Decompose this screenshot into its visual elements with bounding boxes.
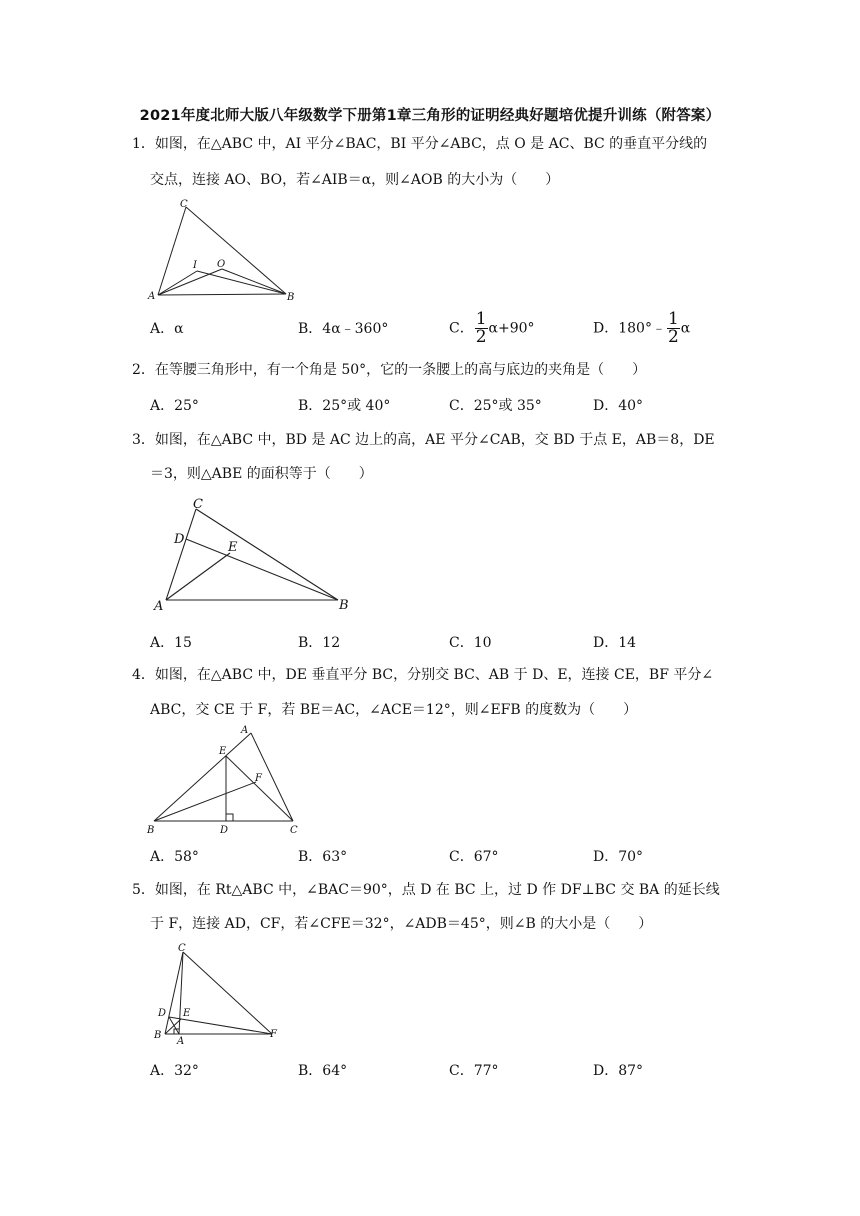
q1-figure (145, 195, 315, 307)
q3-stem-line1: 3．如图，在△ABC 中，BD 是 AC 边上的高，AE 平分∠CAB，交 BD 于点 E，AB＝8，DE (132, 432, 715, 448)
q5-option-b[interactable]: B．64° (298, 1063, 348, 1079)
q2-option-d[interactable]: D．40° (593, 398, 644, 414)
q1-label-i: I (193, 260, 197, 271)
q1-label-c: C (180, 199, 188, 210)
q5-option-d[interactable]: D．87° (593, 1063, 644, 1079)
q3-label-e: E (228, 540, 238, 555)
q4-option-a[interactable]: A．58° (150, 849, 199, 865)
q4-label-f: F (255, 773, 262, 784)
q4-figure (145, 722, 315, 836)
q3-label-a: A (154, 599, 164, 614)
q5-label-c: C (178, 943, 186, 954)
q3-label-d: D (174, 532, 185, 547)
q3-label-c: C (193, 497, 203, 512)
q3-figure (145, 493, 360, 615)
q1-stem-line1: 1．如图，在△ABC 中，AI 平分∠BAC，BI 平分∠ABC，点 O 是 AC、BC 的垂直平分线的 (132, 136, 708, 152)
q4-option-d[interactable]: D．70° (593, 849, 644, 865)
document-title: 2021年度北师大版八年级数学下册第1章三角形的证明经典好题培优提升训练（附答案） (139, 108, 721, 124)
q1-option-a[interactable]: A．α (150, 321, 184, 337)
q4-stem-line1: 4．如图，在△ABC 中，DE 垂直平分 BC，分别交 BC、AB 于 D、E，连接 CE，BF 平分∠ (132, 667, 714, 683)
q4-label-c: C (290, 825, 298, 836)
q4-label-a: A (241, 725, 249, 736)
q5-label-b: B (154, 1030, 162, 1041)
q1-label-o: O (217, 259, 226, 270)
q1-option-d-fraction: $\frac{1}{2}$ (667, 309, 679, 347)
q3-stem-line2: ＝3，则△ABE 的面积等于（ ） (150, 466, 373, 482)
q2-stem-line1: 2．在等腰三角形中，有一个角是 50°，它的一条腰上的高与底边的夹角是（ ） (132, 362, 647, 378)
q3-option-a[interactable]: A．15 (150, 635, 192, 651)
q1-option-c-prefix: C． (449, 320, 474, 337)
q5-label-f: F (270, 1029, 277, 1040)
q4-label-b: B (147, 825, 155, 836)
q1-stem-line2: 交点，连接 AO、BO，若∠AIB＝α，则∠AOB 的大小为（ ） (150, 172, 560, 188)
q4-label-e: E (219, 746, 227, 757)
q3-label-b: B (339, 598, 349, 613)
q5-figure (145, 937, 295, 1049)
q3-option-c[interactable]: C．10 (449, 635, 492, 651)
q1-option-c-fraction: $\frac{1}{2}$ (475, 309, 487, 347)
q1-label-a: A (148, 291, 156, 302)
q1-option-d[interactable] (593, 311, 690, 346)
q5-stem-line2: 于 F，连接 AD，CF，若∠CFE＝32°，∠ADB＝45°，则∠B 的大小是（ ） (150, 916, 653, 932)
q2-option-c[interactable]: C．25°或 35° (449, 398, 542, 414)
q5-label-a: A (177, 1036, 185, 1047)
q4-option-b[interactable]: B．63° (298, 849, 348, 865)
q5-label-d: D (158, 1008, 167, 1019)
q5-label-e: E (183, 1008, 191, 1019)
q5-option-a[interactable]: A．32° (150, 1063, 199, 1079)
q5-option-c[interactable]: C．77° (449, 1063, 499, 1079)
q1-option-d-prefix: D．180°﹣ (593, 320, 666, 337)
q1-option-c-suffix: α+90° (488, 320, 535, 337)
q4-stem-line2: ABC，交 CE 于 F，若 BE＝AC，∠ACE＝12°，则∠EFB 的度数为（ ） (150, 702, 638, 718)
q5-stem-line1: 5．如图，在 Rt△ABC 中，∠BAC＝90°，点 D 在 BC 上，过 D 作 DF⊥BC 交 BA 的延长线 (132, 882, 720, 898)
q1-option-c[interactable] (449, 311, 535, 346)
q1-option-b[interactable]: B．4α﹣360° (298, 321, 389, 337)
q4-option-c[interactable]: C．67° (449, 849, 499, 865)
q2-option-b[interactable]: B．25°或 40° (298, 398, 391, 414)
q2-option-a[interactable]: A．25° (150, 398, 199, 414)
q1-option-d-suffix: α (680, 320, 691, 337)
q3-option-d[interactable]: D．14 (593, 635, 637, 651)
q4-label-d: D (220, 825, 229, 836)
q3-option-b[interactable]: B．12 (298, 635, 341, 651)
q1-label-b: B (287, 292, 295, 303)
